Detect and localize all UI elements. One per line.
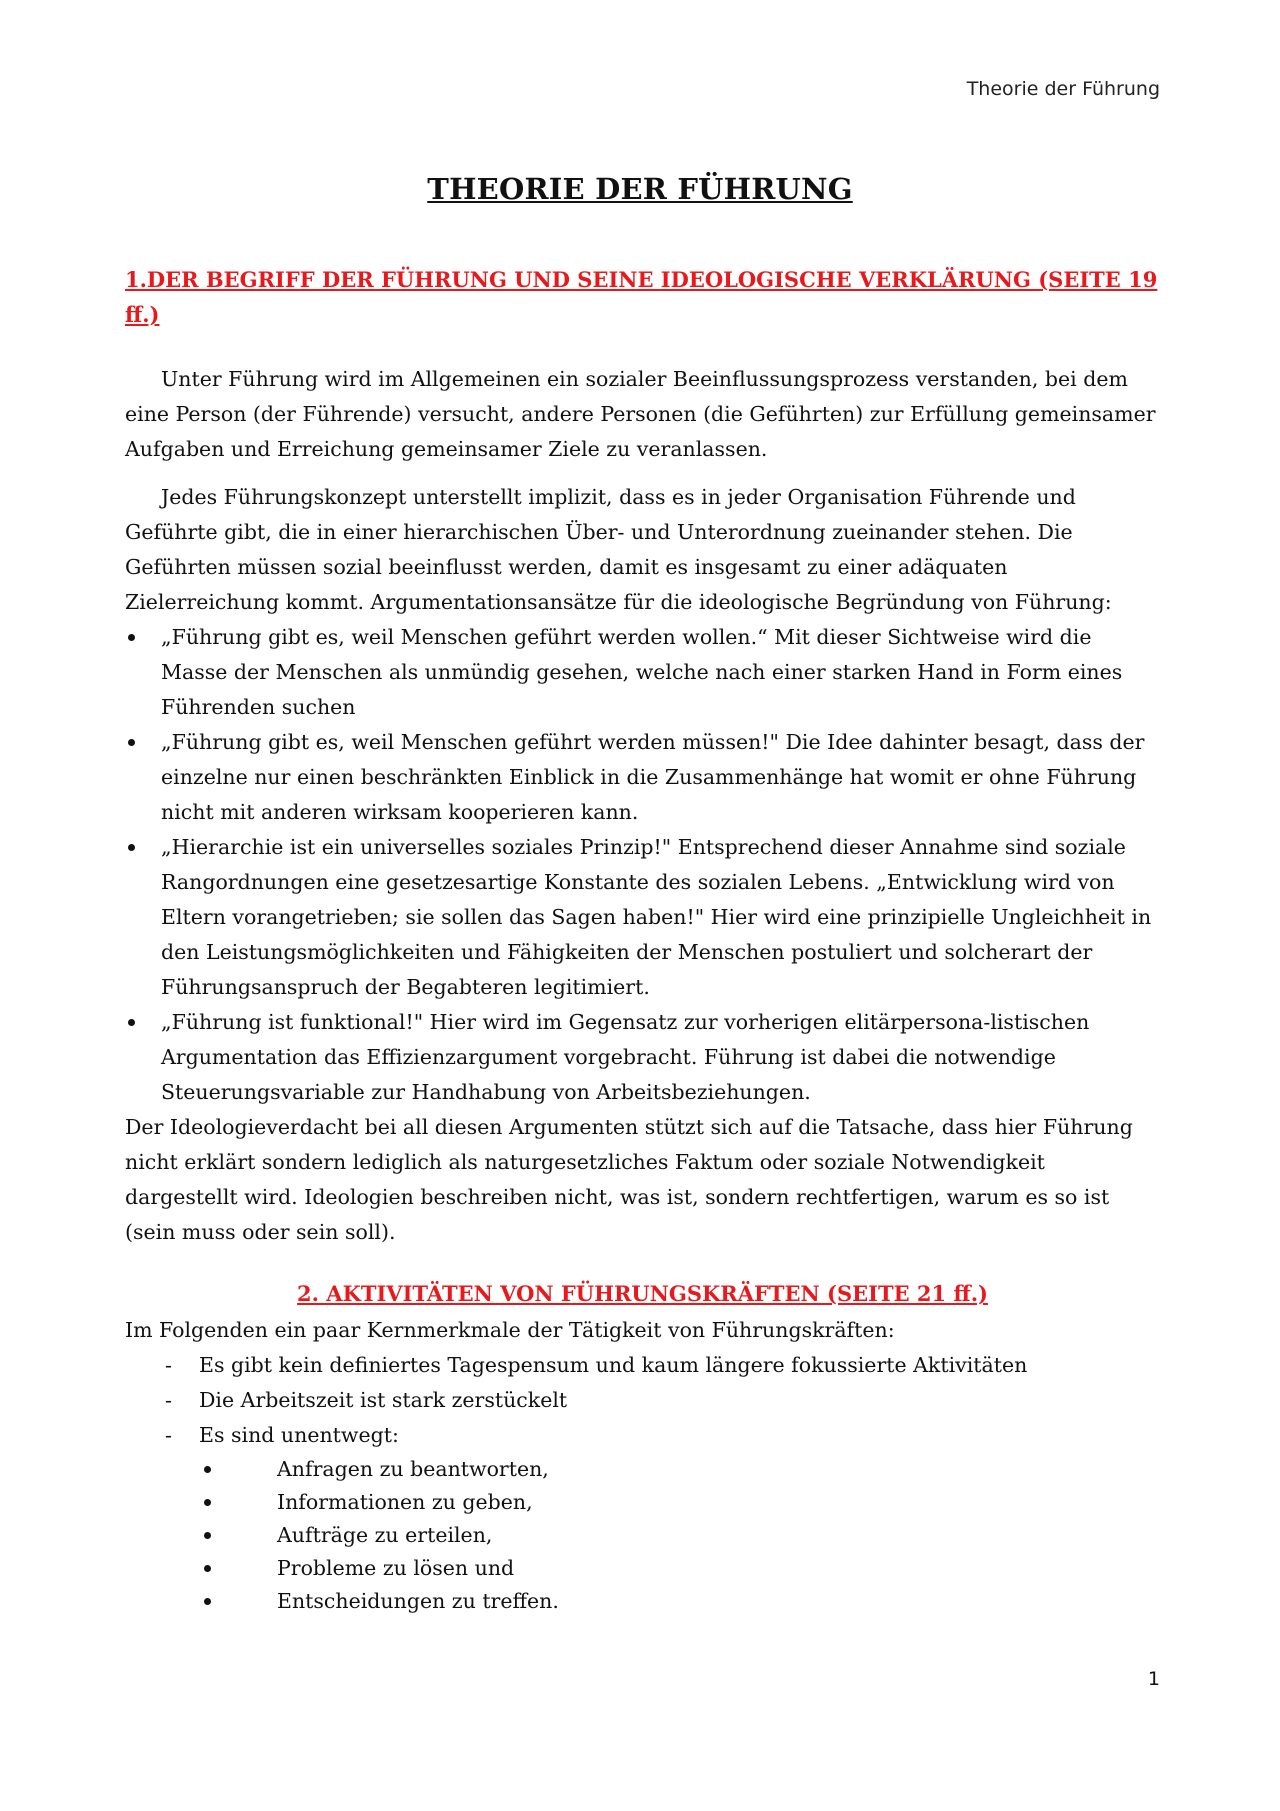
running-header: Theorie der Führung	[966, 78, 1160, 100]
section-1-paragraph-2: Jedes Führungskonzept unterstellt implizit, dass es in jeder Organisation Führende und Geführte gibt, die in einer hierarchischen Über- und Unterordnung zueinander stehen. Die Geführten müssen sozial beeinflusst werden, damit es insgesamt zu einer adäquaten Zielerreichung kommt. Argumentationsansätze für die ideologische Begründung von Führung:	[125, 485, 1112, 614]
section-2-intro: Im Folgenden ein paar Kernmerkmale der Tätigkeit von Führungskräften:	[125, 1318, 895, 1342]
task-item: Entscheidungen zu treffen.	[201, 1585, 1160, 1618]
task-item: Probleme zu lösen und	[201, 1552, 1160, 1585]
section-1-paragraph-3: Der Ideologieverdacht bei all diesen Argumenten stützt sich auf die Tatsache, dass hier Führung nicht erklärt sondern lediglich als naturgesetzliches Faktum oder soziale Notwendigkeit dargestellt wird. Ideologien beschreiben nicht, was ist, sondern rechtfertigen, warum es so ist (sein muss oder sein soll).	[125, 1115, 1133, 1244]
characteristic-text: Es sind unentwegt:	[199, 1423, 399, 1447]
task-item: Anfragen zu beantworten,	[201, 1453, 1160, 1486]
dash-marker: -	[165, 1423, 172, 1447]
dash-marker: -	[165, 1353, 172, 1377]
document-body	[125, 262, 1160, 1618]
task-item: Informationen zu geben,	[201, 1486, 1160, 1519]
document-title: THEORIE DER FÜHRUNG	[427, 172, 853, 206]
characteristic-text: Die Arbeitszeit ist stark zerstückelt	[199, 1388, 568, 1412]
task-item: Aufträge zu erteilen,	[201, 1519, 1160, 1552]
argument-list	[125, 620, 1160, 1110]
characteristic-text: Es gibt kein definiertes Tagespensum und kaum längere fokussierte Aktivitäten	[199, 1353, 1028, 1377]
argument-item: „Hierarchie ist ein universelles soziales Prinzip!" Entsprechend dieser Annahme sind soziale Rangordnungen eine gesetzesartige Konstante des sozialen Lebens. „Entwicklung wird von Eltern vorangetrieben; sie sollen das Sagen haben!" Hier wird eine prinzipielle Ungleichheit in den Leistungsmöglichkeiten und Fähigkeiten der Menschen postuliert und solcherart der Führungsanspruch der Begabteren legitimiert.	[125, 830, 1160, 1005]
page-number: 1	[1147, 1668, 1160, 1690]
argument-item: „Führung ist funktional!" Hier wird im Gegensatz zur vorherigen elitärpersona-listischen Argumentation das Effizienzargument vorgebracht. Führung ist dabei die notwendige Steuerungsvariable zur Handhabung von Arbeitsbeziehungen.	[125, 1005, 1160, 1110]
characteristics-list	[125, 1348, 1160, 1453]
argument-item: „Führung gibt es, weil Menschen geführt werden müssen!" Die Idee dahinter besagt, dass der einzelne nur einen beschränkten Einblick in die Zusammenhänge hat womit er ohne Führung nicht mit anderen wirksam kooperieren kann.	[125, 725, 1160, 830]
section-1-paragraph-1: Unter Führung wird im Allgemeinen ein sozialer Beeinflussungsprozess verstanden, bei dem eine Person (der Führende) versucht, andere Personen (die Geführten) zur Erfüllung gemeinsamer Aufgaben und Erreichung gemeinsamer Ziele zu veranlassen.	[125, 367, 1156, 461]
section-2-heading: 2. AKTIVITÄTEN VON FÜHRUNGSKRÄFTEN (SEITE 21 ff.)	[297, 1281, 988, 1306]
characteristic-item	[165, 1383, 1160, 1418]
task-list	[125, 1453, 1160, 1618]
characteristic-item	[165, 1418, 1160, 1453]
dash-marker: -	[165, 1388, 172, 1412]
characteristic-item	[165, 1348, 1160, 1383]
section-1-heading: 1.DER BEGRIFF DER FÜHRUNG UND SEINE IDEOLOGISCHE VERKLÄRUNG (SEITE 19 ff.)	[125, 267, 1158, 327]
argument-item: „Führung gibt es, weil Menschen geführt werden wollen.“ Mit dieser Sichtweise wird die Masse der Menschen als unmündig gesehen, welche nach einer starken Hand in Form eines Führenden suchen	[125, 620, 1160, 725]
